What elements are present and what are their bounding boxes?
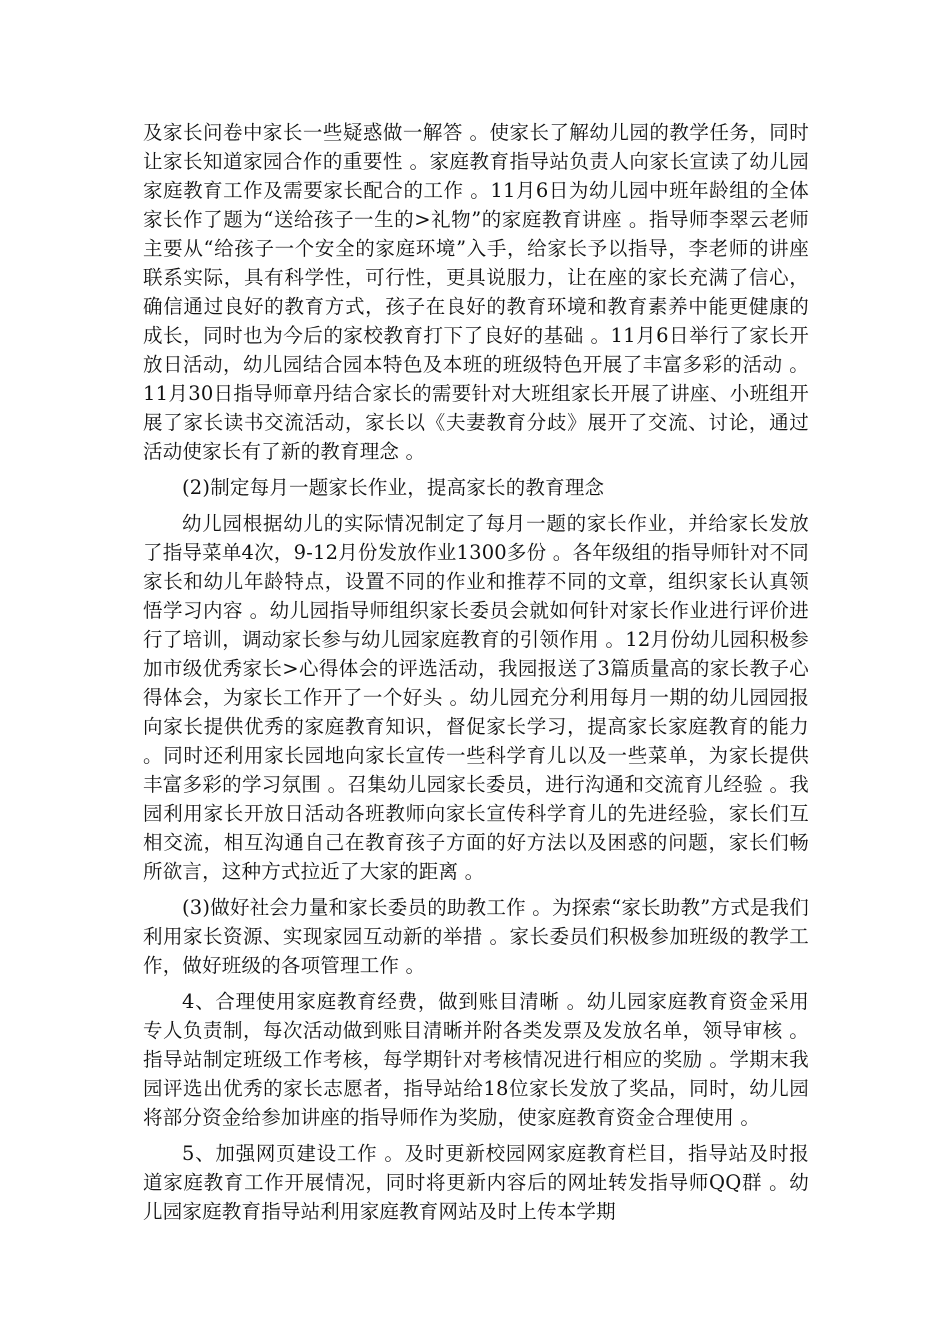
- paragraph-parent-assistant: (3)做好社会力量和家长委员的助教工作 。为探索“家长助教”方式是我们利用家长资源、实现家园互动新的举措 。家长委员们积极参加班级的教学工作，做好班级的各项管理工作 。: [143, 896, 809, 977]
- paragraph-parent-lecture-summary: 及家长问卷中家长一些疑惑做一解答 。使家长了解幼儿园的教学任务，同时让家长知道家园合作的重要性 。家庭教育指导站负责人向家长宣读了幼儿园家庭教育工作及需要家长配合的工作 。11月6日为幼儿园中班年龄组的全体家长作了题为“送给孩子一生的>礼物”的家庭教育讲座 。指导师李翠云老师主要从“给孩子一个安全的家庭环境”入手，给家长予以指导，李老师的讲座联系实际，具有科学性，可行性，更具说服力，让在座的家长充满了信心，确信通过良好的教育方式，孩子在良好的教育环境和教育素养中能更健康的成长，同时也为今后的家校教育打下了良好的基础 。11月6日举行了家长开放日活动，幼儿园结合园本特色及本班的班级特色开展了丰富多彩的活动 。11月30日指导师章丹结合家长的需要针对大班组家长开展了讲座、小班组开展了家长读书交流活动，家长以《夫妻教育分歧》展开了交流、讨论，通过活动使家长有了新的教育理念 。: [143, 121, 809, 463]
- paragraph-webpage-construction: 5、加强网页建设工作 。及时更新校园网家庭教育栏目，指导站及时报道家庭教育工作开展情况，同时将更新内容后的网址转发指导师QQ群 。幼儿园家庭教育指导站利用家庭教育网站及时上传本学期: [143, 1142, 809, 1223]
- paragraph-education-funds: 4、合理使用家庭教育经费，做到账目清晰 。幼儿园家庭教育资金采用专人负责制，每次活动做到账目清晰并附各类发票及发放名单，领导审核 。指导站制定班级工作考核，每学期针对考核情况进行相应的奖励 。学期末我园评选出优秀的家长志愿者，指导站给18位家长发放了奖品，同时，幼儿园将部分资金给参加讲座的指导师作为奖励，使家庭教育资金合理使用 。: [143, 990, 809, 1129]
- paragraph-heading-monthly-homework: (2)制定每月一题家长作业，提高家长的教育理念: [182, 476, 605, 499]
- paragraph-monthly-homework: 幼儿园根据幼儿的实际情况制定了每月一题的家长作业，并给家长发放了指导菜单4次，9-12月份发放作业1300多份 。各年级组的指导师针对不同家长和幼儿年龄特点，设置不同的作业和推荐不同的文章，组织家长认真领悟学习内容 。幼儿园指导师组织家长委员会就如何针对家长作业进行评价进行了培训，调动家长参与幼儿园家庭教育的引领作用 。12月份幼儿园积极参加市级优秀家长>心得体会的评选活动，我园报送了3篇质量高的家长教子心得体会，为家长工作开了一个好头 。幼儿园充分利用每月一期的幼儿园园报向家长提供优秀的家庭教育知识，督促家长学习，提高家长家庭教育的能力 。同时还利用家长园地向家长宣传一些科学育儿以及一些菜单，为家长提供丰富多彩的学习氛围 。召集幼儿园家长委员，进行沟通和交流育儿经验 。我园利用家长开放日活动各班教师向家长宣传科学育儿的先进经验，家长们互相交流，相互沟通自己在教育孩子方面的好方法以及困惑的问题，家长们畅所欲言，这种方式拉近了大家的距离 。: [143, 512, 809, 883]
- document-page: [143, 118, 809, 1226]
